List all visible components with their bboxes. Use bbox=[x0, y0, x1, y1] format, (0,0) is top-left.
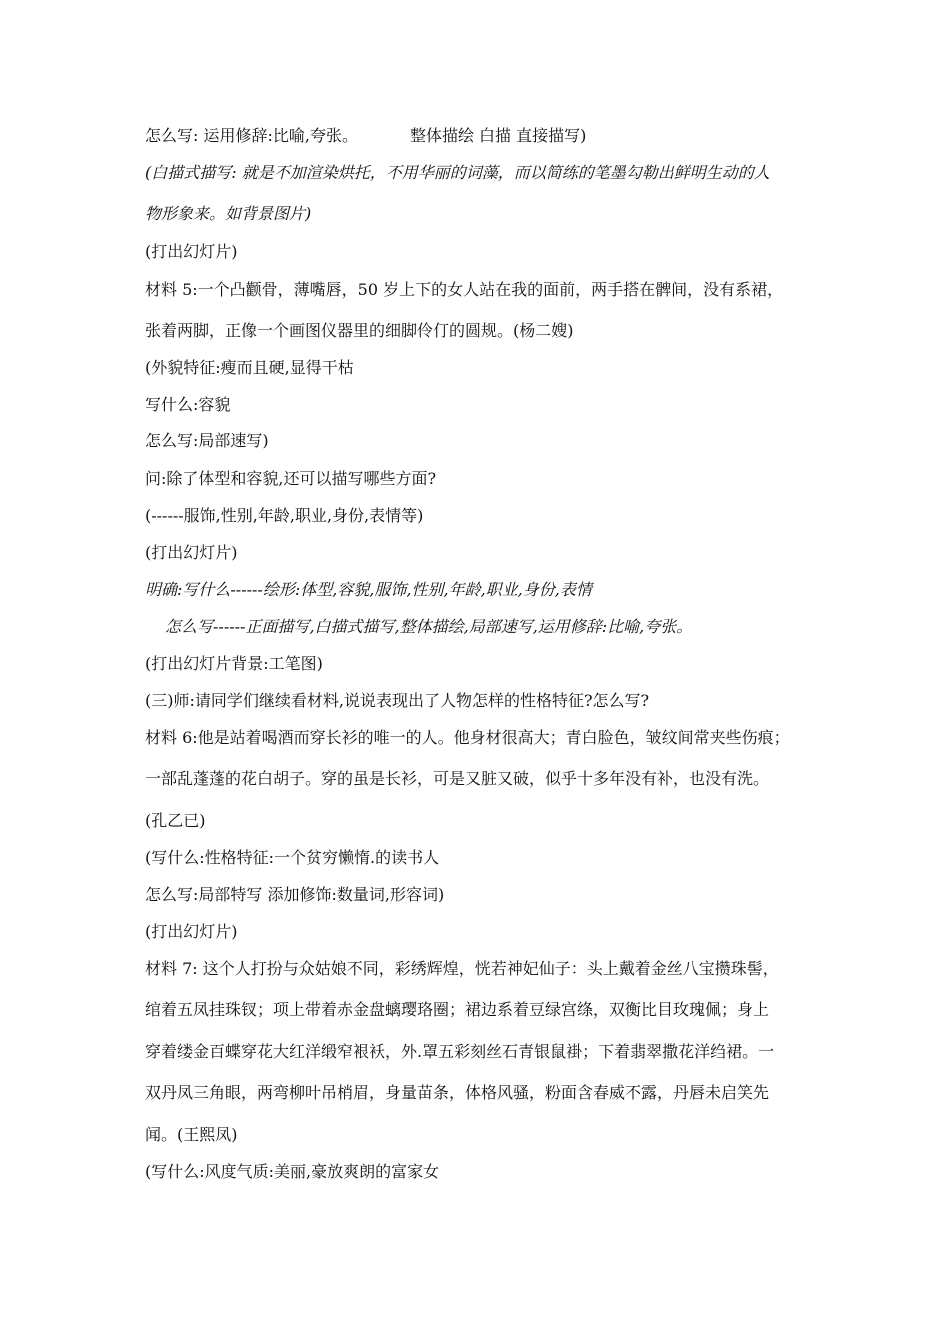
text-line-material-7-cont: 穿着缕金百蝶穿花大红洋缎窄裉袄，外.罩五彩刻丝石青银鼠褂；下着翡翠撒花洋绉裙。一 bbox=[145, 1042, 775, 1061]
text-line-character-trait: (写什么:性格特征:一个贫穷懒惰.的读书人 bbox=[145, 848, 440, 867]
text-line-question: 问:除了体型和容貌,还可以描写哪些方面? bbox=[145, 469, 437, 488]
text-line-section-three: (三)师:请同学们继续看材料,说说表现出了人物怎样的性格特征?怎么写? bbox=[145, 691, 650, 710]
text-line-material-7-cont: 双丹凤三角眼，两弯柳叶吊梢眉，身量苗条，体格风骚，粉面含春威不露，丹唇未启笑先 bbox=[145, 1083, 770, 1102]
text-line-method-rhetoric bbox=[145, 126, 825, 146]
text-line-appearance-feature: (外貌特征:瘦而且硬,显得干枯 bbox=[145, 358, 354, 377]
text-line-material-7-cont: 绾着五凤挂珠钗；项上带着赤金盘螭璎珞圈；裙边系着豆绿宫绦，双衡比目玫瑰佩；身上 bbox=[145, 1000, 770, 1019]
text-line-slide: (打出幻灯片) bbox=[145, 922, 238, 941]
text-line-baimiao-definition: (白描式描写: 就是不加渲染烘托，不用华丽的词藻，而以简练的笔墨勾勒出鲜明生动的人 bbox=[145, 163, 770, 182]
text-line-material-6-cont: 一部乱蓬蓬的花白胡子。穿的虽是长衫，可是又脏又破，似乎十多年没有补，也没有洗。 bbox=[145, 769, 770, 788]
text-line-slide-background: (打出幻灯片背景:工笔图) bbox=[145, 654, 323, 673]
text-line-material-7: 材料 7: 这个人打扮与众姑娘不同，彩绣辉煌，恍若神妃仙子：头上戴着金丝八宝攒珠髻， bbox=[145, 959, 779, 978]
text-line-answer: (------服饰,性别,年龄,职业,身份,表情等) bbox=[145, 506, 424, 525]
text-line-clarify-what: 明确:写什么------绘形:体型,容貌,服饰,性别,年龄,职业,身份,表情 bbox=[145, 580, 592, 599]
text-line-material-5: 材料 5:一个凸颧骨，薄嘴唇，50 岁上下的女人站在我的面前，两手搭在髀间，没有系裙， bbox=[145, 280, 784, 299]
text-line-slide: (打出幻灯片) bbox=[145, 242, 238, 261]
text-line-material-5-cont: 张着两脚，正像一个画图仪器里的细脚伶仃的圆规。(杨二嫂) bbox=[145, 321, 574, 340]
text-line-slide: (打出幻灯片) bbox=[145, 543, 238, 562]
text-line-source-wang: 闻。(王熙凤) bbox=[145, 1125, 238, 1144]
text-line-demeanor: (写什么:风度气质:美丽,豪放爽朗的富家女 bbox=[145, 1162, 440, 1181]
text-line-what-to-write: 写什么:容貌 bbox=[145, 395, 231, 414]
text-line-how-to-write: 怎么写:局部特写 添加修饰:数量词,形容词) bbox=[145, 885, 445, 904]
text-segment: 整体描绘 白描 直接描写) bbox=[409, 126, 587, 145]
text-line-clarify-how: 怎么写------正面描写,白描式描写,整体描绘,局部速写,运用修辞:比喻,夸张。 bbox=[165, 617, 693, 636]
text-line-material-6: 材料 6:他是站着喝酒而穿长衫的唯一的人。他身材很高大；青白脸色，皱纹间常夹些伤痕； bbox=[145, 728, 790, 747]
text-segment: 怎么写: 运用修辞:比喻,夸张。 bbox=[145, 126, 358, 145]
text-line-source-kong: (孔乙已) bbox=[145, 811, 206, 830]
text-line-baimiao-definition-cont: 物形象来。如背景图片) bbox=[145, 204, 312, 223]
text-line-how-to-write: 怎么写:局部速写) bbox=[145, 431, 269, 450]
